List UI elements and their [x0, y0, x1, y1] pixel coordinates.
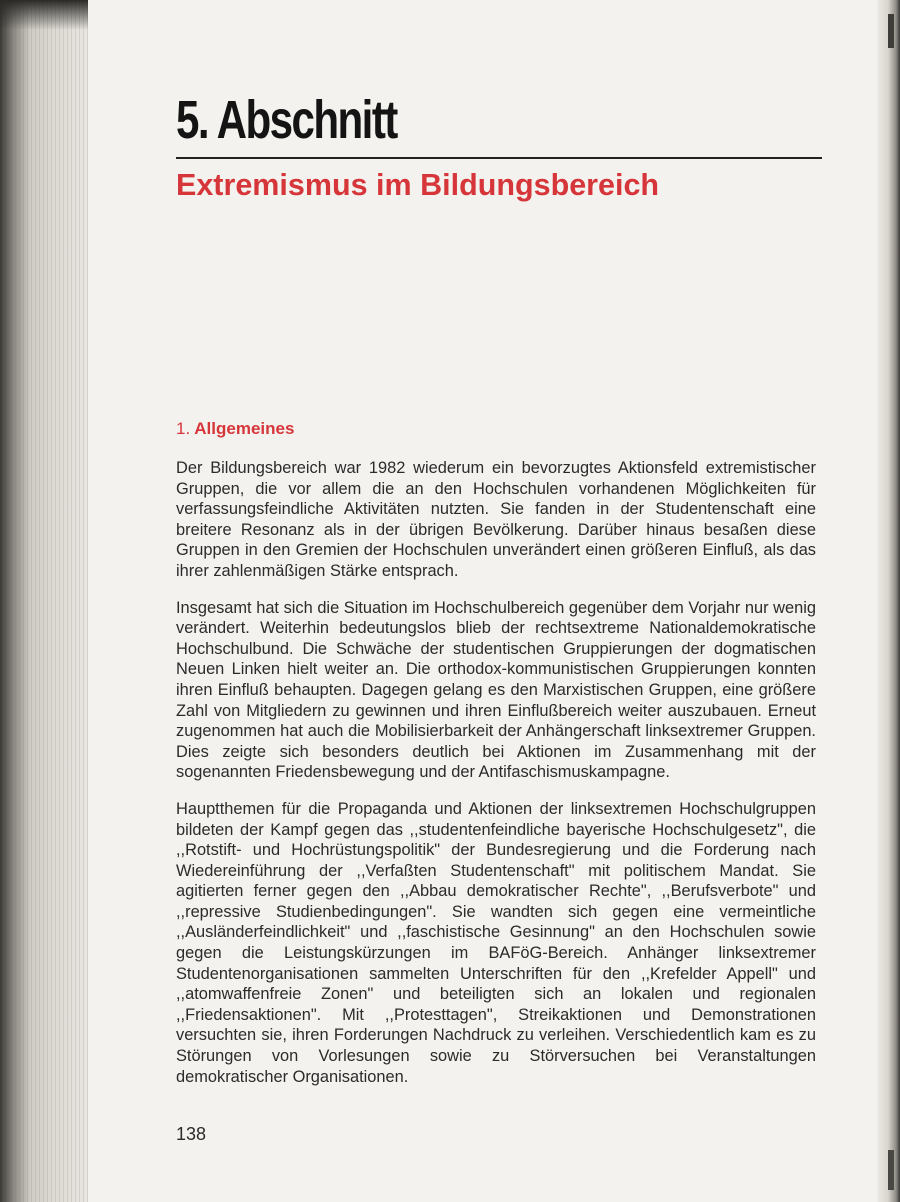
section-title: Allgemeines [194, 419, 295, 438]
section-allgemeines [176, 418, 816, 1103]
chapter-heading [176, 88, 822, 202]
page-number: 138 [176, 1124, 207, 1144]
chapter-title: 5. Abschnitt [176, 90, 397, 150]
paragraph-2: Insgesamt hat sich die Situation im Hochschulbereich gegenüber dem Vorjahr nur wenig verändert. Weiterhin bedeutungslos blieb der rechtsextreme Nationaldemokratische Hochschulbund. Die Schwäche der studentischen Gruppierungen der dogmatischen Neuen Linken hielt weiter an. Die orthodox-kommunistischen Gruppierungen konnten ihren Einfluß behaupten. Dagegen gelang es den Marxistischen Gruppen, eine größere Zahl von Mitgliedern zu gewinnen und ihren Einflußbereich weiter auszubauen. Erneut zugenommen hat auch die Mobilisierbarkeit der Anhängerschaft linksextremer Gruppen. Dies zeigte sich besonders deutlich bei Aktionen im Zusammenhang mit der sogenannten Friedensbewegung und der Antifaschismuskampagne. [176, 598, 816, 782]
paragraph-1: Der Bildungsbereich war 1982 wiederum ein bevorzugtes Aktionsfeld extremistischer Gruppen, die vor allem die an den Hochschulen vorhandenen Möglichkeiten für verfassungsfeindliche Aktivitäten nutzten. Sie fanden in der Studentenschaft eine breitere Resonanz als in der übrigen Bevölkerung. Darüber hinaus besaßen diese Gruppen in den Gremien der Hochschulen unverändert einen größeren Einfluß, als das ihrer zahlenmäßigen Stärke entsprach. [176, 459, 816, 580]
chapter-subtitle: Extremismus im Bildungsbereich [176, 168, 660, 202]
binding-shadow [0, 0, 100, 30]
paragraph-3: Hauptthemen für die Propaganda und Aktionen der linksextremen Hochschulgruppen bildeten der Kampf gegen das ,,studentenfeindliche bayerische Hochschulgesetz", die ,,Rotstift- und Hochrüstungspolitik" der Bundesregierung und die Forderung nach Wiedereinführung der ,,Verfaßten Studentenschaft" mit politischem Mandat. Sie agitierten ferner gegen den ,,Abbau demokratischer Rechte", ,,Berufsverbote" und ,,repressive Studienbedingungen". Sie wandten sich gegen eine vermeintliche ,,Ausländerfeindlichkeit" und ,,faschistische Gesinnung" an den Hochschulen sowie gegen die Leistungskürzungen im BAFöG-Bereich. Anhänger linksextremer Studentenorganisationen sammelten Unterschriften für den ,,Krefelder Appell" und ,,atomwaffenfreie Zonen" und beteiligten sich an lokalen und regionalen ,,Friedensaktionen". Mit ,,Protesttagen", Streikaktionen und Demonstrationen versuchten sie, ihren Forderungen Nachdruck zu verleihen. Verschiedentlich kam es zu Störungen von Vorlesungen sowie zu Störversuchen bei Veranstaltungen demokratischer Organisationen. [176, 799, 816, 1086]
section-heading [176, 418, 816, 440]
edge-mark-bottom [888, 1150, 894, 1190]
edge-mark-top [888, 14, 894, 48]
title-rule [176, 157, 822, 159]
section-number: 1. [176, 419, 191, 438]
right-page-edge [876, 0, 900, 1202]
